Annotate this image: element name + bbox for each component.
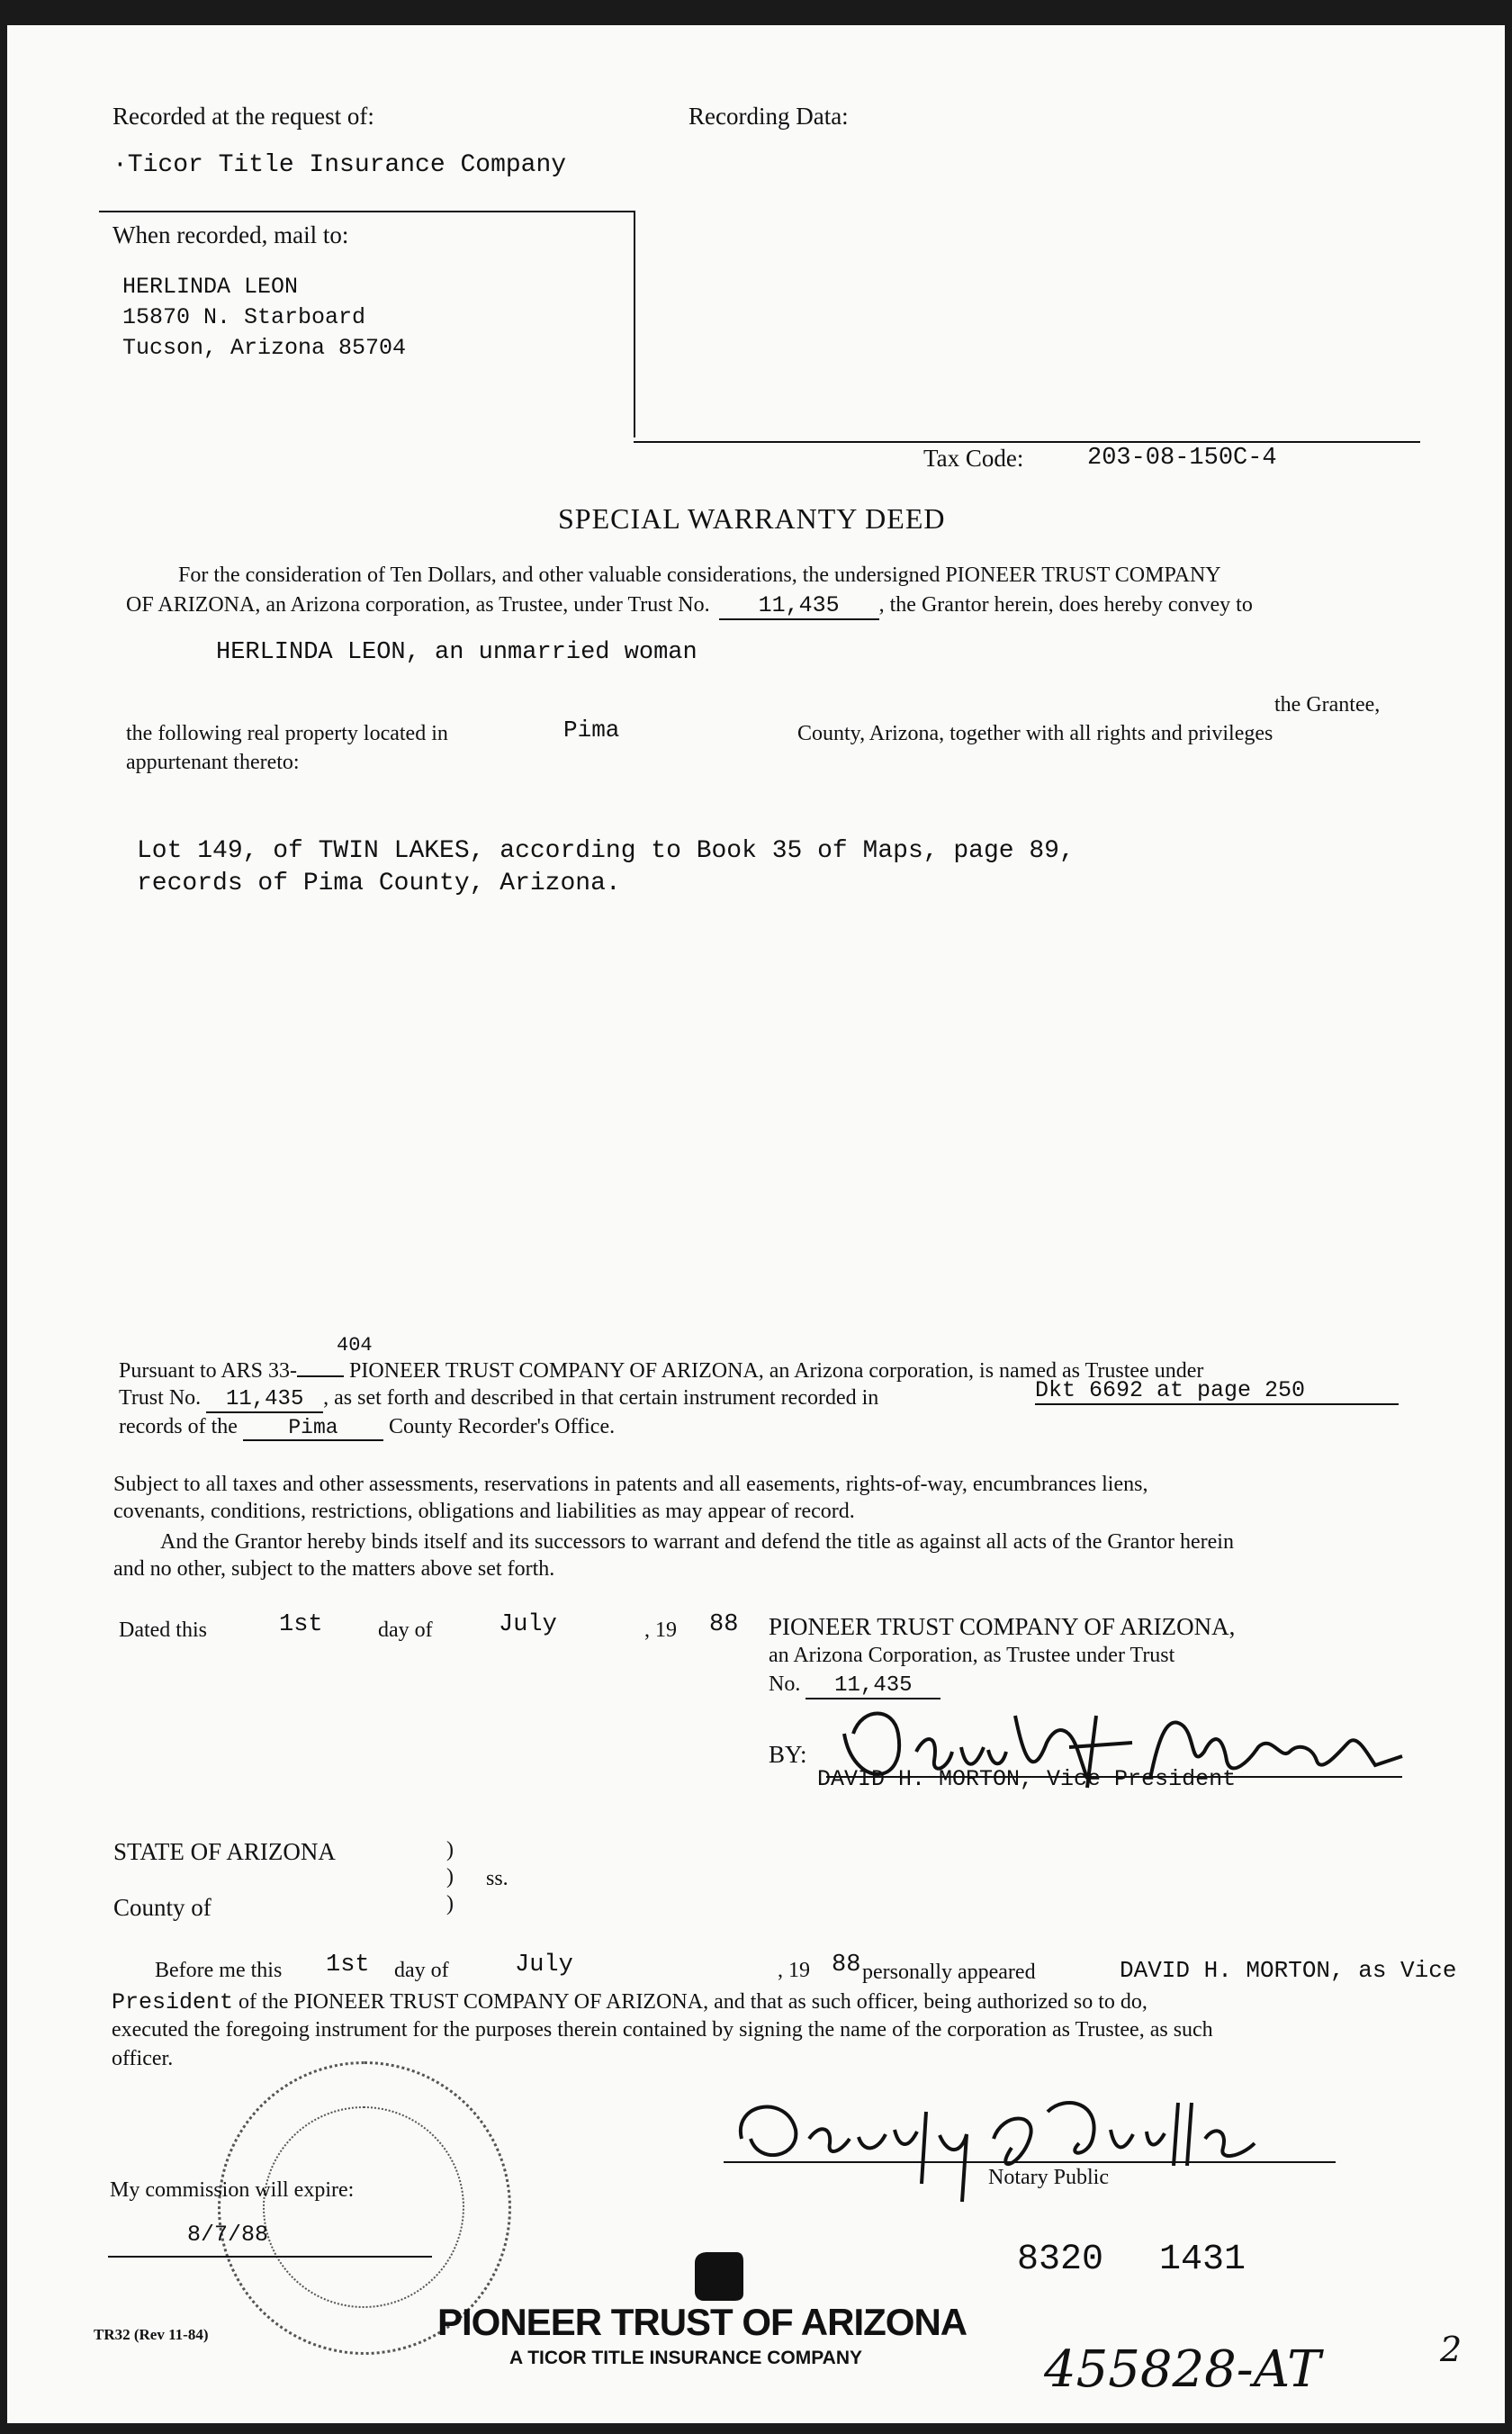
- notary-year: 88: [832, 1952, 861, 1979]
- pursuant-line-1: Pursuant to ARS 33- PIONEER TRUST COMPANY OF ARIZONA, an Arizona corporation, is named as Trustee under: [119, 1359, 1204, 1383]
- grantor-company: PIONEER TRUST COMPANY OF ARIZONA,: [769, 1613, 1236, 1640]
- form-number: TR32 (Rev 11-84): [94, 2326, 209, 2343]
- grantor-trust-number: 11,435: [806, 1673, 940, 1699]
- legal-description-line-2: records of Pima County, Arizona.: [137, 870, 621, 897]
- consideration-line-2: OF ARIZONA, an Arizona corporation, as Trustee, under Trust No. 11,435 , the Grantor herein, does hereby convey to: [126, 592, 1253, 618]
- pursuant-line-3: records of the Pima County Recorder's Office.: [119, 1415, 616, 1439]
- property-county-text: County, Arizona, together with all rights and privileges: [797, 722, 1274, 745]
- by-label: BY:: [769, 1741, 807, 1768]
- subject-line-2: covenants, conditions, restrictions, obligations and liabilities as may appear of record.: [113, 1500, 855, 1523]
- tax-code-value: 203-08-150C-4: [1087, 445, 1277, 472]
- statute-number: 404: [337, 1334, 373, 1357]
- recording-docket-number: 8320: [1017, 2240, 1104, 2280]
- tax-code-rule: [634, 441, 1420, 443]
- dated-day: 1st: [279, 1611, 323, 1638]
- pioneer-logo-icon: [691, 2250, 745, 2301]
- dated-day-of-label: day of: [378, 1618, 433, 1642]
- subject-line-1: Subject to all taxes and other assessments, reservations in patents and all easements, rights-of-way, encumbrances liens,: [113, 1473, 1148, 1496]
- notary-day: 1st: [326, 1952, 370, 1979]
- warrant-line-2: and no other, subject to the matters above set forth.: [113, 1557, 555, 1581]
- deed-page: Recorded at the request of: Recording Data: ·Ticor Title Insurance Company When recorded, mail to: HERLINDA LEON 15870 N. Starboard Tucson, Arizona 85704 Tax Code: 203-08-150C-4 SPECIAL WARRANTY DEED For the consideration of Ten Dollars, and other valuable considerations, the undersigned PIONEER TRUST COMPANY OF ARIZONA, an Arizona corporation, as Trustee, under Trust No. 11,435 , the Grantor herein, does hereby convey to HERLINDA LEON, an unmarried woman the Grantee, the following real property located in Pima County, Arizona, together with all rights and privileges appurtenant thereto: Lot 149, of TWIN LAKES, according to Book 35 of Maps, page 89, records of Pima County, Arizona. 404 Pursuant to ARS 33- PIONEER TRUST COMPANY OF ARIZONA, an Arizona corporation, is named as Trustee under Trust No. 11,435 , as set forth and described in that certain instrument recorded in Dkt 6692 at page 250 records of the Pima County Recorder's Office. Subject to all taxes and other assessments, reservations in patents and all easements, rights-of-way, encumbrances liens, covenants, conditions, restrictions, obligations and liabilities as may appear of record. And the Grantor hereby binds itself and its successors to warrant and defend the title as against all acts of the Grantor herein and no other, subject to the matters above set forth. Dated this 1st day of July , 19 88 PIONEER TRUST COMPANY OF ARIZONA, an Arizona Corporation, as Trustee under Trust No. 11,435 BY: DAVID H. MORTON, Vice President STATE OF ARIZONA ) ) ) ss. County of Before me this 1st day of July , 19 88 personally appeared DAVID H. MORTON, as Vice President of the PIONEER TRUST COMPANY OF ARIZONA, and that as such officer, being authorized so to do, executed the foregoing instrument for the purposes therein contained by signing the name of the corporation as Trustee, as such officer. Notary Public My commission will expire: 8/7/88 TR32 (Rev 11-84) PIONEER TRUST OF ARIZONA A TICOR TITLE INSURANCE COMPANY 8320 1431 455828-AT 2: [7, 25, 1505, 2423]
- docket-reference: Dkt 6692 at page 250: [1035, 1377, 1399, 1405]
- grantee-name: HERLINDA LEON, an unmarried woman: [216, 639, 698, 666]
- personally-appeared-label: personally appeared: [862, 1961, 1036, 1984]
- page-mark: 2: [1440, 2330, 1462, 2369]
- commission-label: My commission will expire:: [110, 2178, 355, 2202]
- file-number: 455828-AT: [1044, 2340, 1321, 2399]
- before-me-label: Before me this: [155, 1959, 283, 1982]
- notary-line-3: executed the foregoing instrument for the purposes therein contained by signing the name of the corporation as Trustee, as such: [112, 2018, 1213, 2042]
- signer-name-title: DAVID H. MORTON, Vice President: [817, 1766, 1237, 1792]
- notary-year-prefix: , 19: [778, 1959, 810, 1982]
- notary-seal-inner-ring: [263, 2106, 464, 2308]
- dated-month: July: [499, 1611, 557, 1638]
- requester-name: ·Ticor Title Insurance Company: [112, 151, 567, 179]
- notary-day-of-label: day of: [394, 1959, 449, 1982]
- mail-name: HERLINDA LEON: [122, 274, 299, 300]
- legal-description-line-1: Lot 149, of TWIN LAKES, according to Book 35 of Maps, page 89,: [137, 837, 1075, 865]
- dated-this-label: Dated this: [119, 1618, 207, 1642]
- ss-label: ss.: [486, 1867, 508, 1890]
- appeared-name: DAVID H. MORTON, as Vice: [1120, 1957, 1457, 1984]
- notary-month: July: [515, 1952, 573, 1979]
- deed-title: SPECIAL WARRANTY DEED: [558, 502, 946, 535]
- pursuant-trust-number: 11,435: [206, 1387, 323, 1413]
- brand-name: PIONEER TRUST OF ARIZONA: [437, 2301, 968, 2343]
- consideration-line-1: For the consideration of Ten Dollars, and other valuable considerations, the undersigned PIONEER TRUST COMPANY: [178, 563, 1221, 587]
- state-label: STATE OF ARIZONA: [113, 1838, 336, 1865]
- notary-line-4: officer.: [112, 2047, 174, 2070]
- mail-street: 15870 N. Starboard: [122, 304, 366, 330]
- recorded-request-label: Recorded at the request of:: [112, 103, 374, 130]
- grantor-company-line-2: an Arizona Corporation, as Trustee under Trust: [769, 1644, 1175, 1667]
- brand-subtitle: A TICOR TITLE INSURANCE COMPANY: [509, 2348, 862, 2368]
- property-label: the following real property located in: [126, 722, 448, 745]
- notary-line-2: President of the PIONEER TRUST COMPANY OF ARIZONA, and that as such officer, being authorized so to do,: [112, 1989, 1148, 2015]
- notary-signature: [724, 2076, 1345, 2211]
- dated-year-prefix: , 19: [644, 1618, 677, 1642]
- recording-data-label: Recording Data:: [688, 103, 849, 130]
- notary-public-label: Notary Public: [988, 2166, 1109, 2189]
- county-label: County of: [113, 1894, 212, 1921]
- dated-year: 88: [709, 1611, 739, 1638]
- pursuant-county: Pima: [243, 1416, 383, 1441]
- trust-number-field: 11,435: [719, 592, 879, 620]
- pursuant-line-2: Trust No. 11,435 , as set forth and described in that certain instrument recorded in: [119, 1386, 879, 1411]
- grantor-trust-line: No. 11,435: [769, 1672, 940, 1699]
- mail-city: Tucson, Arizona 85704: [122, 335, 407, 361]
- appurtenant-label: appurtenant thereto:: [126, 751, 300, 774]
- mail-to-label: When recorded, mail to:: [112, 221, 349, 248]
- warrant-line-1: And the Grantor hereby binds itself and its successors to warrant and defend the title as against all acts of the Grantor herein: [160, 1530, 1234, 1554]
- commission-date: 8/7/88: [187, 2222, 269, 2248]
- recording-page-number: 1431: [1159, 2240, 1246, 2280]
- property-county: Pima: [563, 717, 620, 744]
- grantee-label: the Grantee,: [1274, 693, 1381, 717]
- tax-code-label: Tax Code:: [923, 445, 1024, 472]
- commission-rule: [108, 2256, 432, 2258]
